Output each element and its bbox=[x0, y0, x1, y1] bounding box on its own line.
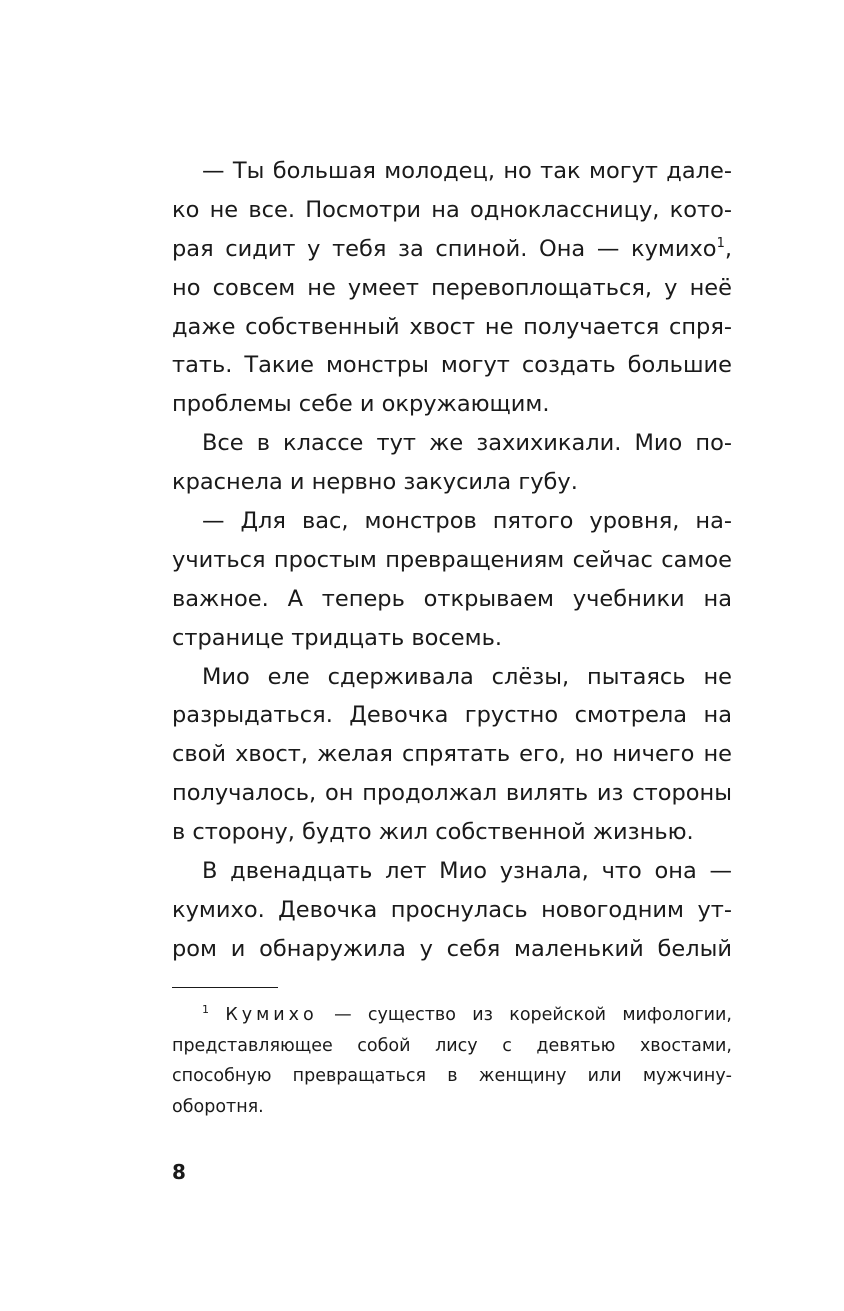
body-text bbox=[172, 152, 732, 969]
footnote-line: способную превращаться в женщину или мужчину- bbox=[172, 1066, 732, 1087]
footnote-line: представляющее собой лису с девятью хвостами, bbox=[172, 1035, 732, 1056]
footnote-line bbox=[172, 1000, 732, 1031]
text-line: ром и обнаружила у себя маленький белый bbox=[172, 935, 732, 962]
text-line: Мио еле сдерживала слёзы, пытаясь не bbox=[202, 663, 732, 690]
text-line: кумихо. Девочка проснулась новогодним ут- bbox=[172, 896, 732, 923]
text-line: — Для вас, монстров пятого уровня, на- bbox=[202, 508, 732, 535]
text-line: но совсем не умеет перевоплощаться, у неё bbox=[172, 274, 732, 301]
footnote-definition: — существо из корейской мифологии, bbox=[317, 1005, 732, 1025]
footnote-divider bbox=[172, 987, 278, 988]
footnote bbox=[172, 1000, 732, 1122]
text-line: странице тридцать восемь. bbox=[172, 624, 503, 651]
text-line: — Ты большая молодец, но так могут дале- bbox=[202, 158, 732, 184]
text-line-content: рая сидит у тебя за спиной. Она — кумихо bbox=[172, 235, 717, 262]
footnote-term: Кумихо bbox=[225, 1005, 318, 1025]
page-number: 8 bbox=[172, 1160, 186, 1184]
text-line: учиться простым превращениям сейчас самое bbox=[172, 546, 732, 573]
text-line: важное. А теперь открываем учебники на bbox=[172, 585, 732, 612]
text-line: В двенадцать лет Мио узнала, что она — bbox=[202, 858, 732, 885]
text-line: в сторону, будто жил собственной жизнью. bbox=[172, 819, 694, 846]
text-line bbox=[172, 230, 732, 269]
text-line: свой хвост, желая спрятать его, но ничего не bbox=[172, 741, 732, 768]
text-line: тать. Такие монстры могут создать большие bbox=[172, 352, 732, 379]
footnote-number: 1 bbox=[202, 1003, 209, 1016]
text-line: проблемы себе и окружающим. bbox=[172, 391, 550, 418]
text-line: краснела и нервно закусила губу. bbox=[172, 469, 578, 496]
text-line: даже собственный хвост не получается спря- bbox=[172, 313, 732, 340]
footnote-line: оборотня. bbox=[172, 1096, 264, 1117]
text-line: Все в классе тут же захихикали. Мио по- bbox=[202, 430, 732, 457]
text-line: ко не все. Посмотри на одноклассницу, кото- bbox=[172, 196, 732, 223]
footnote-reference: 1 bbox=[716, 235, 725, 251]
text-line: получалось, он продолжал вилять из стороны bbox=[172, 780, 732, 807]
text-line: разрыдаться. Девочка грустно смотрела на bbox=[172, 702, 732, 729]
text-line-punctuation: , bbox=[724, 235, 732, 262]
